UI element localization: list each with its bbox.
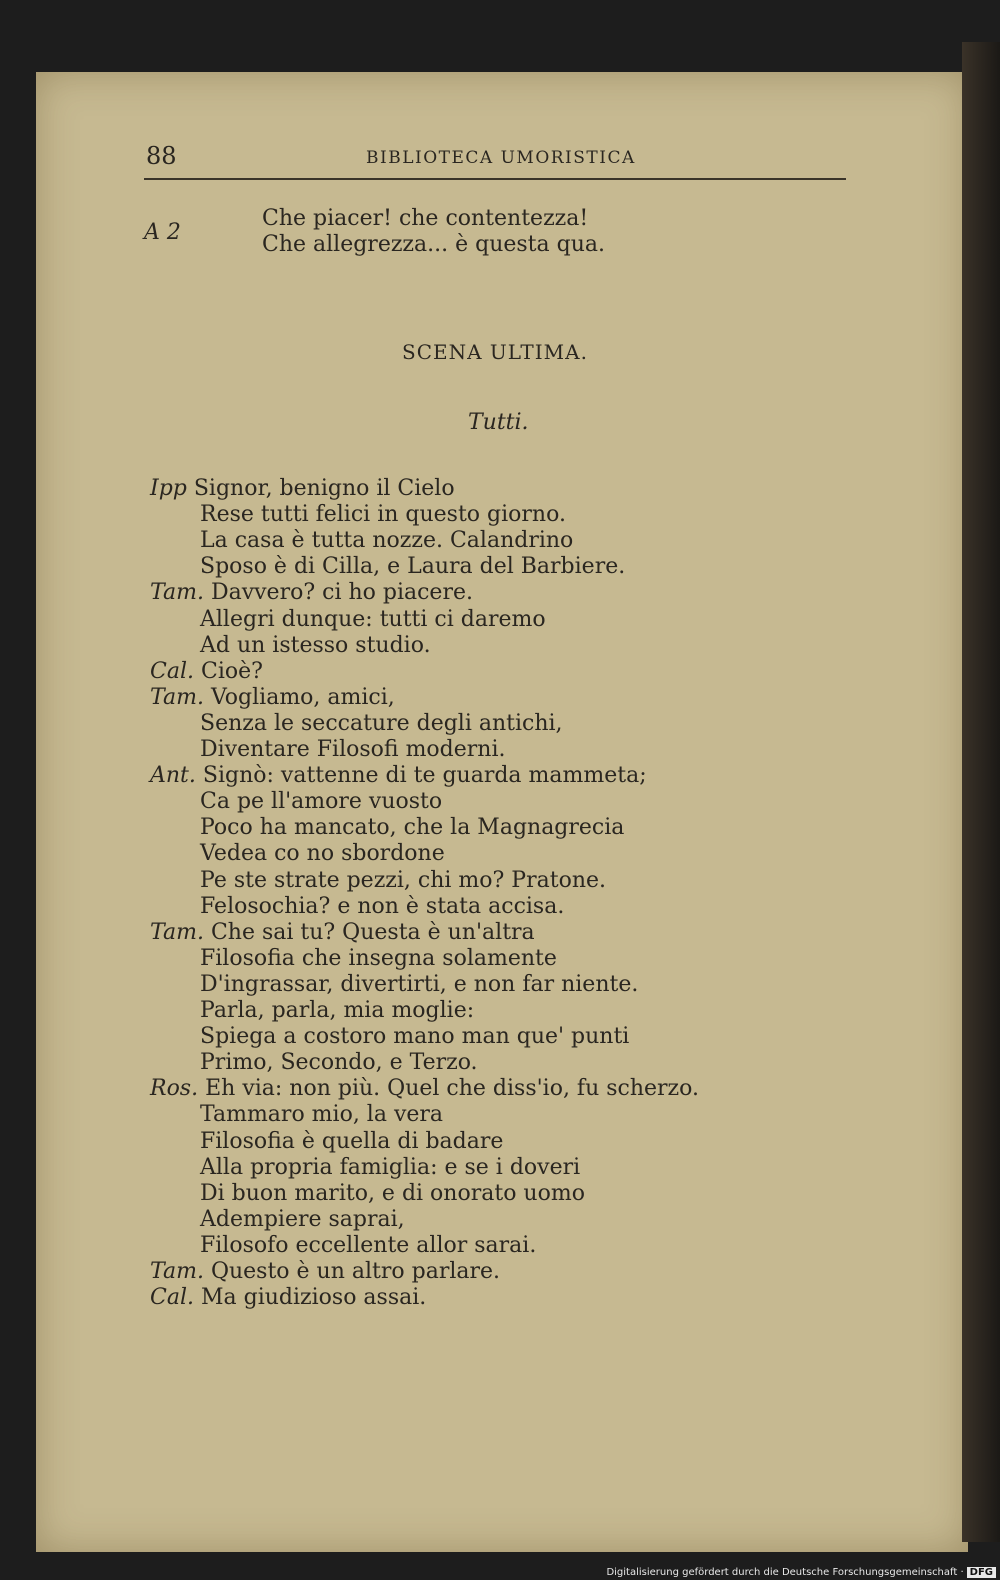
dialogue-line	[200, 998, 474, 1024]
header-rule	[144, 178, 846, 180]
verse-text: Signor, benigno il Cielo	[193, 476, 455, 501]
running-title: BIBLIOTECA UMORISTICA	[366, 148, 636, 168]
verse-text: Filosofia è quella di badare	[200, 1128, 504, 1154]
verse-text: Spiega a costoro mano man que' punti	[200, 1024, 630, 1050]
dialogue-line	[200, 1050, 478, 1076]
verse-text: Pe ste strate pezzi, chi mo? Pratone.	[200, 867, 607, 893]
verse-text: Ma giudizioso assai.	[200, 1285, 427, 1311]
dialogue-line	[200, 946, 557, 972]
speaker-name: Cal.	[150, 658, 194, 684]
dialogue-line	[200, 894, 564, 920]
dialogue-line	[200, 528, 573, 554]
dialogue-line	[150, 920, 535, 946]
dialogue-line	[150, 659, 263, 685]
verse-text: Ad un istesso studio.	[200, 632, 431, 658]
dialogue-line	[200, 633, 431, 659]
verse-text: Davvero? ci ho piacere.	[210, 580, 473, 606]
verse-text: Poco ha mancato, che la Magnagrecia	[200, 815, 625, 841]
dialogue-line	[150, 763, 647, 789]
verse-text: Parla, parla, mia moglie:	[200, 998, 475, 1023]
dialogue-line	[200, 554, 625, 580]
speaker-name: Tam.	[150, 919, 204, 945]
verse-text: Allegri dunque: tutti ci daremo	[200, 606, 546, 632]
speaker-name: Ros.	[150, 1076, 199, 1102]
dialogue-line	[150, 1285, 426, 1311]
dialogue-line	[150, 685, 395, 711]
dialogue-line	[200, 1181, 585, 1207]
scene-title: SCENA ULTIMA.	[402, 340, 588, 364]
dialogue-line	[200, 1102, 443, 1128]
speaker-name: Cal.	[150, 1285, 194, 1311]
verse-text: Cioè?	[200, 658, 263, 684]
verse-text: Vedea co no sbordone	[200, 841, 445, 867]
verse-text: Vogliamo, amici,	[210, 684, 395, 710]
dialogue-line	[200, 737, 506, 763]
verse-text: Che sai tu? Questa è un'altra	[210, 919, 535, 945]
speaker-name: Tam.	[150, 684, 204, 710]
page-number: 88	[146, 142, 177, 170]
book-page	[36, 72, 968, 1552]
scan-credit	[606, 1567, 996, 1578]
verse-text: Filosofo eccellente allor sarai.	[200, 1232, 537, 1258]
dialogue-line	[150, 476, 455, 502]
speaker-name: Tam.	[150, 1259, 204, 1284]
a2-line: Che piacer! che contentezza!	[262, 206, 589, 231]
a2-label: A 2	[144, 220, 181, 245]
book-edge	[962, 42, 1000, 1542]
dialogue-line	[200, 841, 445, 867]
dialogue-line	[200, 1207, 405, 1233]
scene-characters: Tutti.	[468, 410, 529, 435]
verse-text: Felosochia? e non è stata accisa.	[200, 893, 565, 919]
verse-text: Filosofia che insegna solamente	[200, 945, 557, 971]
dialogue-line	[150, 580, 473, 606]
speaker-name: Tam.	[150, 580, 204, 606]
dialogue-line	[200, 972, 638, 998]
dialogue-line	[200, 815, 624, 841]
dialogue-line	[150, 1259, 500, 1285]
verse-text: Ca pe ll'amore vuosto	[200, 789, 443, 815]
dialogue-line	[200, 868, 606, 894]
dialogue-line	[200, 607, 546, 633]
dialogue-line	[200, 1233, 536, 1259]
verse-text: Tammaro mio, la vera	[200, 1102, 444, 1128]
dialogue-line	[200, 1129, 503, 1155]
verse-text: Rese tutti felici in questo giorno.	[200, 502, 566, 528]
dialogue-line	[200, 789, 442, 815]
scan-credit-text: Digitalisierung gefördert durch die Deutsche Forschungsgemeinschaft ·	[606, 1567, 964, 1578]
verse-text: Sposo è di Cilla, e Laura del Barbiere.	[200, 554, 626, 580]
verse-text: Senza le seccature degli antichi,	[200, 710, 563, 736]
verse-text: Diventare Filosofi moderni.	[200, 737, 506, 762]
verse-text: Primo, Secondo, e Terzo.	[200, 1050, 478, 1076]
dialogue-line	[200, 502, 566, 528]
verse-text: Questo è un altro parlare.	[210, 1259, 501, 1284]
verse-text: Signò: vattenne di te guarda mammeta;	[202, 763, 647, 789]
verse-text: Di buon marito, e di onorato uomo	[200, 1180, 585, 1206]
verse-text: Adempiere saprai,	[200, 1206, 405, 1232]
verse-text: D'ingrassar, divertirti, e non far niente.	[200, 971, 639, 997]
dialogue-line	[200, 711, 563, 737]
dialogue-line	[200, 1155, 580, 1181]
speaker-name: Ant.	[150, 763, 196, 789]
dfg-logo: DFG	[967, 1567, 996, 1578]
a2-line: Che allegrezza... è questa qua.	[262, 232, 605, 257]
verse-text: Eh via: non più. Quel che diss'io, fu scherzo.	[205, 1076, 699, 1102]
dialogue-line	[150, 1076, 699, 1102]
speaker-name: Ipp	[150, 476, 187, 501]
verse-text: Alla propria famiglia: e se i doveri	[200, 1154, 581, 1180]
dialogue-line	[200, 1024, 629, 1050]
verse-text: La casa è tutta nozze. Calandrino	[200, 528, 574, 554]
